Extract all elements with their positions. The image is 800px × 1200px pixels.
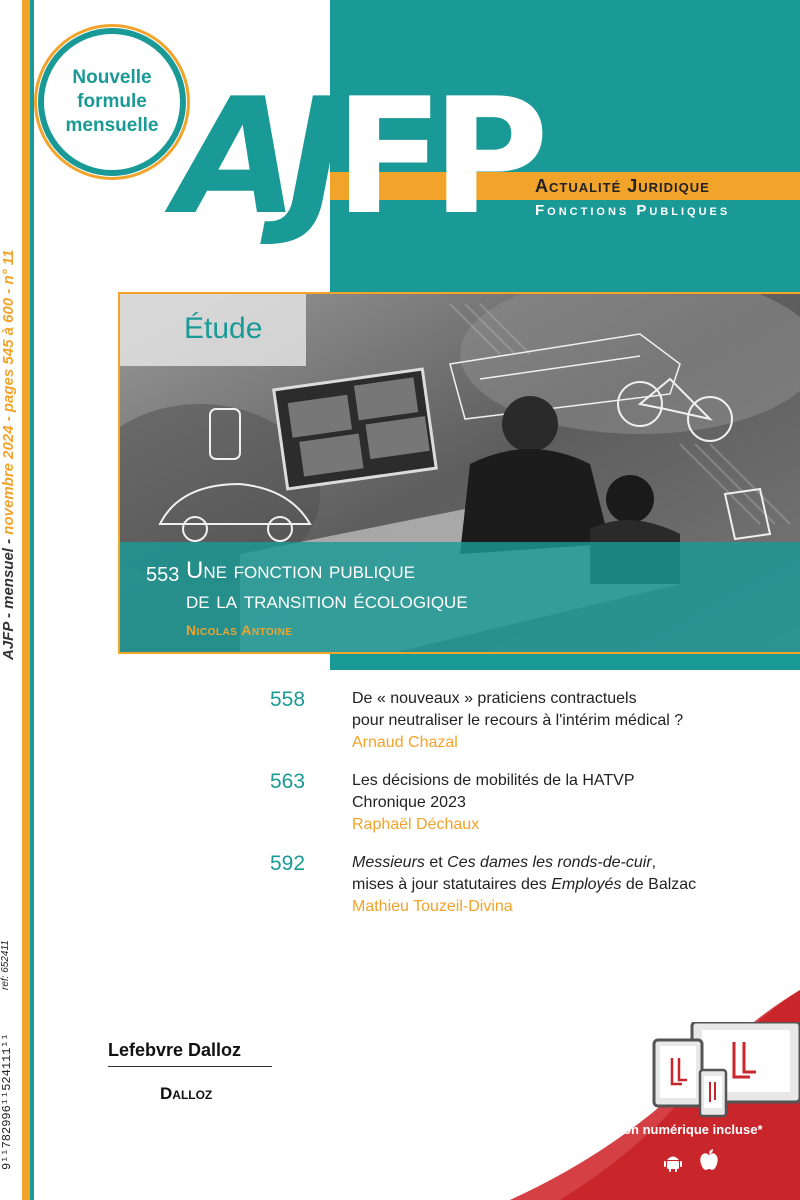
toc-entry-text [352, 770, 792, 836]
feature-author: Nicolas Antoine [186, 622, 293, 638]
toc-author: Mathieu Touzeil-Divina [352, 898, 513, 915]
toc-page-number: 558 [270, 688, 306, 711]
feature-title [186, 556, 468, 616]
isbn-barcode-text: 9¹¹782996¹¹524111¹¹ [0, 1033, 14, 1170]
badge-line-1: Nouvelle [72, 67, 152, 88]
digital-version-label: Version numérique incluse* [592, 1122, 763, 1137]
feature-article[interactable] [118, 292, 800, 654]
devices-icon [652, 1022, 800, 1122]
feature-title-line-1: Une fonction publique [186, 557, 416, 584]
toc-entry-text [352, 852, 792, 918]
toc-title-line-2: pour neutraliser le recours à l'intérim médical ? [352, 712, 684, 729]
new-formula-badge [38, 28, 186, 176]
toc-page-number: 592 [270, 852, 306, 875]
journal-subtitle-1: Actualité Juridique [535, 176, 710, 196]
toc-title-line-1: Les décisions de mobilités de la HATVP [352, 772, 635, 789]
journal-subtitle-2: Fonctions Publiques [535, 202, 731, 219]
toc-title-line-2: mises à jour statutaires des Employés de Balzac [352, 876, 697, 893]
badge-line-2: formule [77, 91, 147, 112]
toc-entry-text [352, 688, 792, 754]
journal-logo [175, 63, 537, 250]
toc-page-number: 563 [270, 770, 306, 793]
spine-teal-stripe [30, 0, 34, 1200]
feature-page-number: 553 [146, 564, 180, 586]
logo-aj: AJ [175, 63, 335, 250]
toc-title-line-1: De « nouveaux » praticiens contractuels [352, 690, 637, 707]
logo-fp: FP [334, 63, 537, 250]
apple-icon [698, 1148, 720, 1172]
toc-author: Arnaud Chazal [352, 734, 458, 751]
toc-title-line-1: Messieurs et Ces dames les ronds-de-cuir, [352, 854, 657, 871]
badge-outer-ring [34, 24, 190, 180]
section-label: Étude [184, 312, 263, 345]
spine-text: AJFP - mensuel - novembre 2024 - pages 545 à 600 - n° 11 [0, 249, 17, 660]
toc-title-line-2: Chronique 2023 [352, 794, 466, 811]
publisher-divider [108, 1066, 272, 1067]
reference-number: ref: 652411 [0, 940, 11, 990]
android-icon [663, 1152, 683, 1172]
feature-title-line-2: de la transition écologique [186, 587, 468, 614]
imprint-logo: Dalloz [160, 1084, 213, 1103]
spine-orange-stripe [22, 0, 30, 1200]
toc-author: Raphaël Déchaux [352, 816, 480, 833]
badge-line-3: mensuelle [65, 115, 159, 136]
publisher-logo: Lefebvre Dalloz [108, 1040, 242, 1060]
